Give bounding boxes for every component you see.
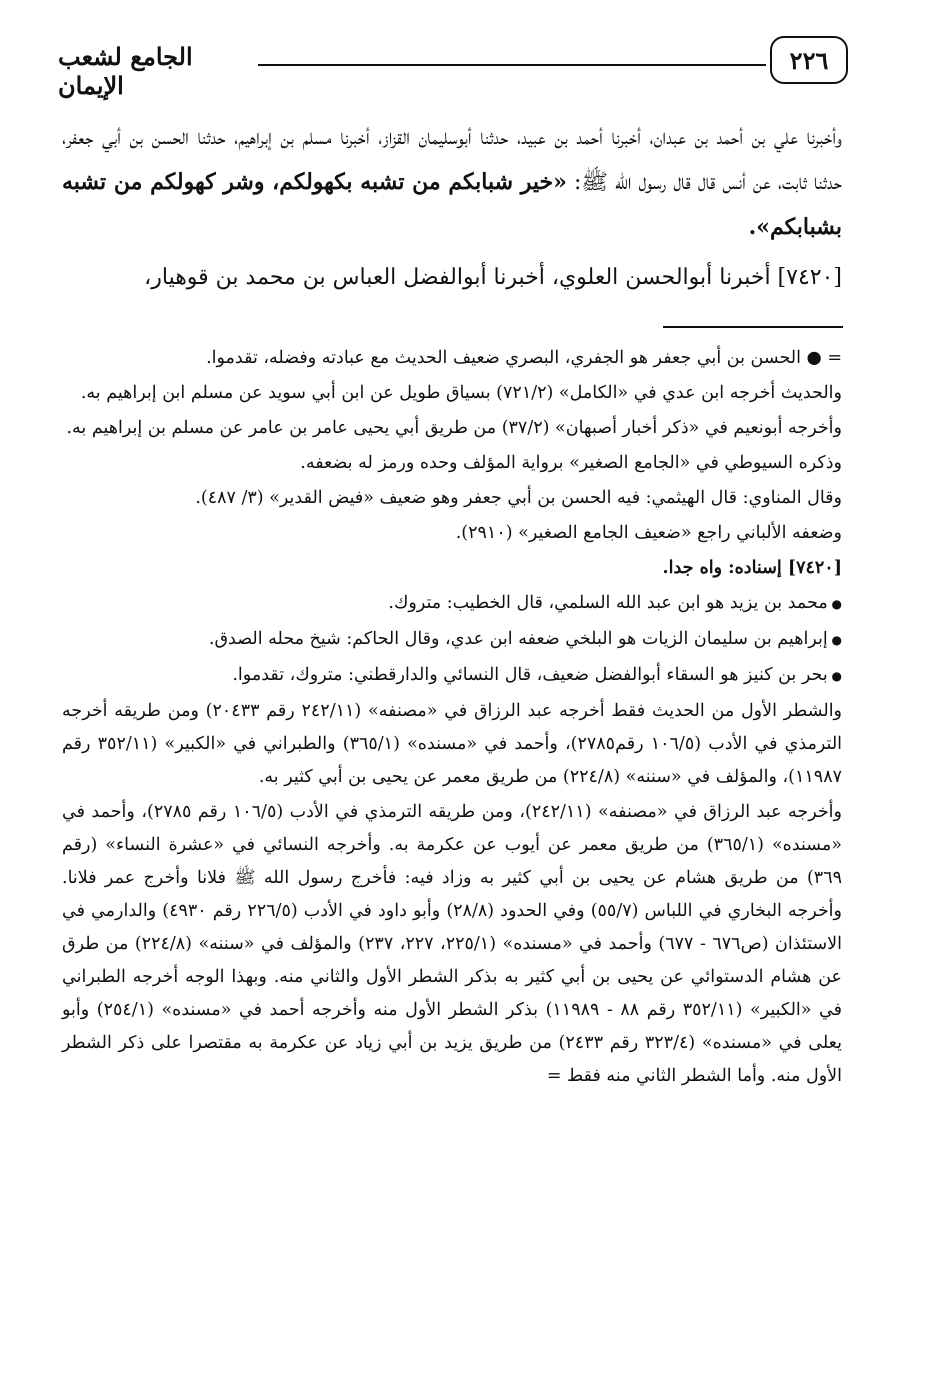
main-paragraph: [٧٤٢٠] أخبرنا أبوالحسن العلوي، أخبرنا أبوالفضل العباس بن محمد بن قوهيار،: [144, 265, 842, 290]
footnote-line: والحديث أخرجه ابن عدي في «الكامل» (٧٢١/٢) بسياق طويل عن ابن أبي سويد عن مسلم ابن إبراهيم به.: [80, 383, 842, 403]
footnote-line: وأخرجه أبونعيم في «ذكر أخبار أصبهان» (٣٧/٢) من طريق أبي يحيى عامر بن عامر عن مسلم بن إبراهيم به.: [66, 418, 842, 438]
hadith-quote: «خير شبابكم من تشبه بكهولكم، وشر كهولكم من تشبه بشبابكم».: [62, 169, 842, 240]
footnote-line: = ● الحسن بن أبي جعفر هو الجفري، البصري ضعيف الحديث مع عبادته وفضله، تقدموا.: [206, 348, 842, 368]
running-title: الجامع لشعب الإيمان: [58, 42, 193, 100]
footnote-line: وذكره السيوطي في «الجامع الصغير» برواية المؤلف وحده ورمز له بضعفه.: [300, 453, 842, 473]
footnote-bullet: ● بحر بن كنيز هو السقاء أبوالفضل ضعيف، قال النسائي والدارقطني: متروك، تقدموا.: [62, 659, 842, 693]
footnote-line: وضعفه الألباني راجع «ضعيف الجامع الصغير» (٢٩١٠).: [455, 523, 842, 543]
footnote-line: وأخرجه عبد الرزاق في «مصنفه» (٢٤٢/١١)، ومن طريقه الترمذي في الأدب (١٠٦/٥ رقم ٢٧٨٥)، وأحمد في «مسنده» (٣٦٥/١) من طريق معمر عن أيوب عن عكرمة به. وأخرجه النسائي في «عشرة النساء» (رقم ٣٦٩) من طريق هشام عن يحيى بن أبي كثير به وزاد فيه: فأخرج رسول الله ﷺ فلانا وأخرج عمر فلانا. وأخرجه البخاري في اللباس (٥٥/٧) وفي الحدود (٢٨/٨) وأبو داود في الأدب (٢٢٦/٥ رقم ٤٩٣٠) والدارمي في الاستئذان (ص٦٧٦ - ٦٧٧) وأحمد في «مسنده» (٢٢٥/١، ٢٢٧، ٢٣٧) والمؤلف في «سننه» (٢٢٤/٨) من طرق عن هشام الدستوائي عن يحيى بن أبي كثير به بذكر الشطر الأول والثاني منه. وبهذا الوجه أخرجه الطبراني في «الكبير» (٣٥٢/١١ رقم ٨٨ - ١١٩٨٩) بذكر الشطر الأول منه وأخرجه أحمد في «مسنده» (٢٥٤/١) وأبو يعلى في «مسنده» (٣٢٣/٤ رقم ٢٤٣٣) من طريق يزيد بن أبي زياد عن عكرمة به مقتصرا على ذكر الشطر الأول منه. وأما الشطر الثاني منه فقط =: [62, 802, 843, 1086]
main-paragraph-text: وأخبرنا علي بن أحمد بن عبدان، أخبرنا أحمد بن عبيد، حدثنا أبوسليمان القزاز، أخبرنا مسلم بن إبراهيم، حدثنا الحسن بن أبي جعفر، حدثنا ثابت، عن أنس قال قال رسول الله ﷺ:: [62, 125, 843, 195]
footnotes: [62, 342, 842, 1095]
page-header: [58, 36, 848, 100]
footnote-bullet: ● إبراهيم بن سليمان الزيات هو البلخي ضعفه ابن عدي، وقال الحاكم: شيخ محله الصدق.: [62, 623, 842, 657]
footnote-line: وقال المناوي: قال الهيثمي: فيه الحسن بن أبي جعفر وهو ضعيف «فيض القدير» (٣/ ٤٨٧).: [195, 488, 842, 508]
footnote-separator: [663, 326, 843, 328]
footnote-isnad-heading: [٧٤٢٠] إسناده: واه جدا.: [662, 558, 842, 578]
main-text: [62, 116, 842, 306]
footnote-line: والشطر الأول من الحديث فقط أخرجه عبد الرزاق في «مصنفه» (٢٤٢/١١ رقم ٢٠٤٣٣) ومن طريقه أخرجه الترمذي في الأدب (١٠٦/٥ رقم٢٧٨٥)، وأحمد في «مسنده» (٣٦٥/١) والطبراني في «الكبير» (٣٥٢/١١ رقم ١١٩٨٧)، والمؤلف في «سننه» (٢٢٤/٨) من طريق معمر عن يحيى بن أبي كثير به.: [62, 701, 843, 787]
main-paragraph: [62, 116, 842, 250]
header-rule: [258, 64, 766, 66]
footnote-bullet: ● محمد بن يزيد هو ابن عبد الله السلمي، قال الخطيب: متروك.: [62, 587, 842, 621]
page-number: ٢٢٦: [770, 36, 848, 84]
